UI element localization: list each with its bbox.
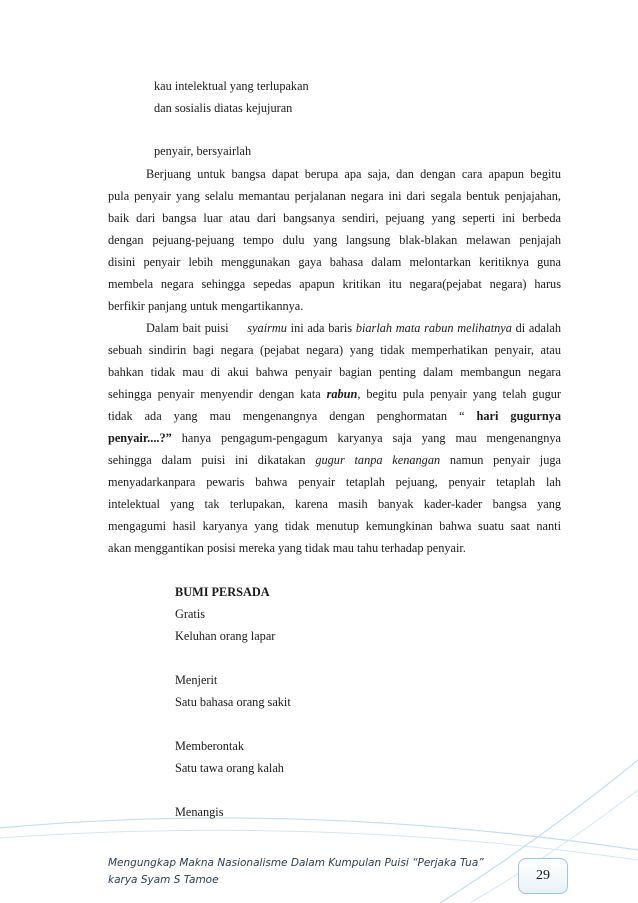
poem-line: Memberontak (175, 739, 244, 753)
footer-title: Mengungkap Makna Nasionalisme Dalam Kumpulan Puisi “Perjaka Tua” (108, 857, 484, 869)
poem-line: Keluhan orang lapar (175, 629, 276, 643)
paragraph-line: penyair....?” hanya pengagum-pengagum karyanya saja yang mau mengenangnya (108, 431, 561, 445)
poem-line: kau intelektual yang terlupakan (154, 79, 309, 93)
paragraph-line: disini penyair lebih menggunakan gaya bahasa dalam melontarkan keritiknya guna (108, 255, 561, 269)
paragraph-line: membela negara sehingga sepedas apapun kritikan itu negara(pejabat negara) harus (108, 277, 561, 291)
paragraph-line: sebuah sindirin bagi negara (pejabat negara) yang tidak memperhatikan penyair, atau (108, 343, 561, 357)
poem-title: BUMI PERSADA (175, 585, 270, 599)
poem-line: penyair, bersyairlah (154, 144, 252, 158)
poem-line: dan sosialis diatas kejujuran (154, 101, 293, 115)
paragraph-line: berfikir panjang untuk mengartikannya. (108, 299, 304, 313)
paragraph-line: baik dari bangsa luar atau dari bangsanya sendiri, pejuang yang seperti ini berbeda (108, 211, 561, 225)
poem-line: Menangis (175, 805, 224, 819)
paragraph-line: sehingga dalam puisi ini dikatakan gugur tanpa kenangan namun penyair juga (108, 453, 561, 467)
paragraph-line: dengan pejuang-pejuang tempo dulu yang langsung blak-blakan melawan penjajah (108, 233, 561, 247)
paragraph-line: intelektual yang tak terlupakan, karena masih banyak kader-kader bangsa yang (108, 497, 561, 511)
poem-line: Gratis (175, 607, 206, 621)
paragraph-line: akan menggantikan posisi mereka yang tidak mau tahu terhadap penyair. (108, 541, 466, 555)
poem-line: Satu bahasa orang sakit (175, 695, 291, 709)
paragraph-line: Berjuang untuk bangsa dapat berupa apa saja, dan dengan cara apapun begitu (146, 167, 561, 181)
page-number: 29 (518, 858, 568, 894)
paragraph-line: bahkan tidak mau di akui bahwa penyair bagian penting dalam membangun negara (108, 365, 561, 379)
page-footer (108, 855, 508, 889)
paragraph-line: Dalam bait puisi syairmu ini ada baris biarlah mata rabun melihatnya di adalah (146, 321, 562, 335)
paragraph-line: menyadarkanpara pewaris bahwa penyair tetaplah pejuang, penyair tetaplah lah (108, 475, 561, 489)
paragraph-line: mengagumi hasil karyanya yang tidak menutup kemungkinan bahwa suatu saat nanti (108, 519, 561, 533)
poem-line: Menjerit (175, 673, 218, 687)
footer-author: karya Syam S Tamoe (108, 874, 219, 886)
poem-line: Satu tawa orang kalah (175, 761, 284, 775)
paragraph-line: pula penyair yang selalu memantau perjalanan negara ini dari segala bentuk penjajahan, (108, 189, 561, 203)
paragraph-line: sehingga penyair menyendir dengan kata rabun, begitu pula penyair yang telah gugur (108, 387, 561, 401)
paragraph-line: tidak ada yang mau mengenangnya dengan penghormatan “ hari gugurnya (108, 409, 561, 423)
